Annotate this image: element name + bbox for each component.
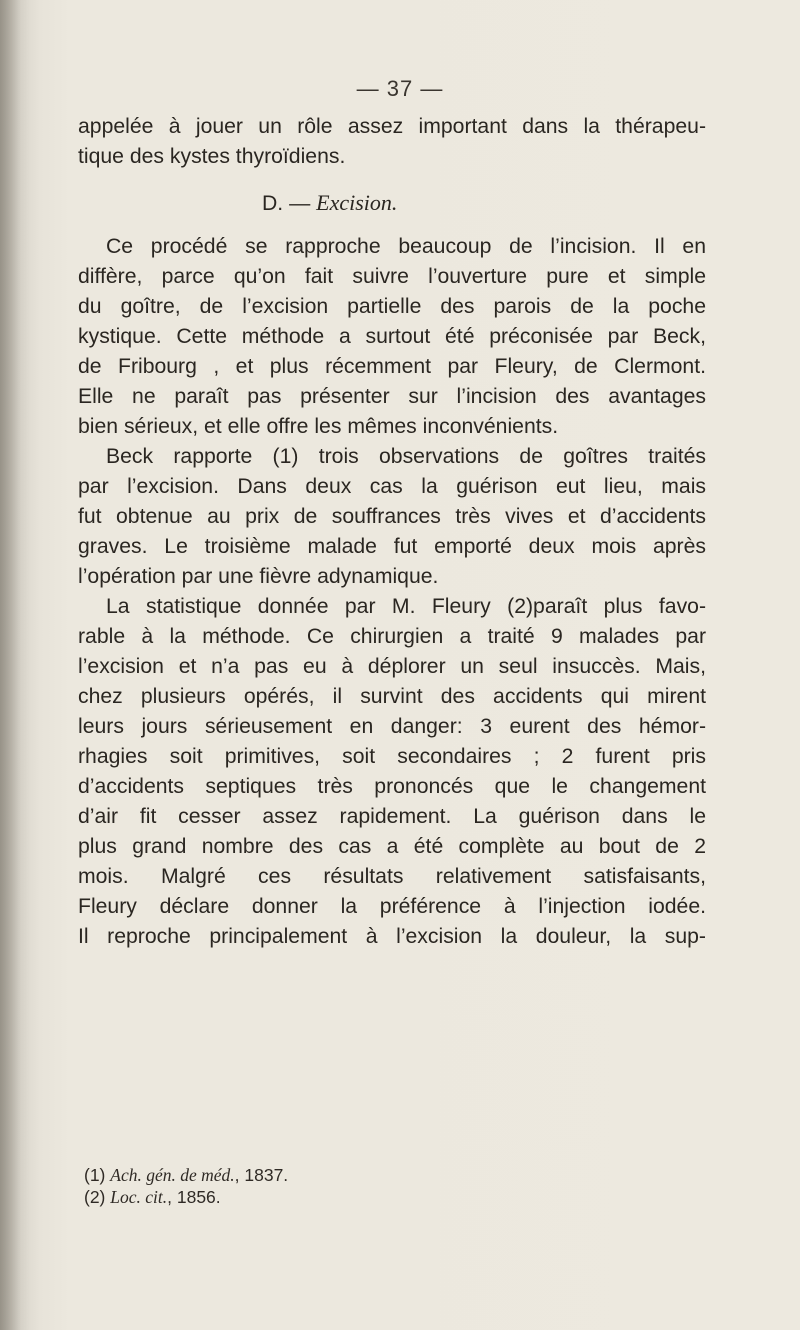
text-line: fut obtenue au prix de souffrances très vives et d’accidents bbox=[78, 505, 706, 528]
footnote-source: Ach. gén. de méd. bbox=[110, 1165, 235, 1185]
text-line: d’air fit cesser assez rapidement. La guérison dans le bbox=[78, 805, 706, 828]
footnotes bbox=[84, 1164, 684, 1208]
text-line: plus grand nombre des cas a été complète au bout de 2 bbox=[78, 835, 706, 858]
text-line: Il reproche principalement à l’excision la douleur, la sup- bbox=[78, 925, 706, 948]
text-line: graves. Le troisième malade fut emporté deux mois après bbox=[78, 535, 706, 558]
footnote-detail: , 1856. bbox=[167, 1187, 221, 1207]
text-line: Beck rapporte (1) trois observations de goîtres traités bbox=[106, 445, 706, 468]
body-text bbox=[78, 112, 706, 952]
section-heading-title: Excision. bbox=[316, 190, 398, 215]
text-line: Ce procédé se rapproche beaucoup de l’incision. Il en bbox=[106, 235, 706, 258]
footnote-source: Loc. cit. bbox=[110, 1187, 168, 1207]
page-number: — 37 — bbox=[356, 76, 444, 101]
text-line: d’accidents septiques très prononcés que le changement bbox=[78, 775, 706, 798]
text-line: rable à la méthode. Ce chirurgien a traité 9 malades par bbox=[78, 625, 706, 648]
footnote-1 bbox=[84, 1164, 684, 1186]
text-line: l’excision et n’a pas eu à déplorer un seul insuccès. Mais, bbox=[78, 655, 706, 678]
text-line: bien sérieux, et elle offre les mêmes inconvénients. bbox=[78, 415, 559, 438]
binding-shadow bbox=[0, 0, 30, 1330]
text-line: Fleury déclare donner la préférence à l’injection iodée. bbox=[78, 895, 706, 918]
text-line: La statistique donnée par M. Fleury (2)paraît plus favo- bbox=[106, 595, 706, 618]
text-line: du goître, de l’excision partielle des parois de la poche bbox=[78, 295, 706, 318]
text-line: kystique. Cette méthode a surtout été préconisée par Beck, bbox=[78, 325, 706, 348]
footnote-detail: , 1837. bbox=[234, 1165, 289, 1185]
section-heading bbox=[78, 188, 706, 218]
text-line: appelée à jouer un rôle assez important dans la thérapeu- bbox=[78, 115, 706, 138]
text-line: tique des kystes thyroïdiens. bbox=[78, 145, 346, 168]
section-heading-prefix: D. — bbox=[262, 192, 317, 215]
text-line: l’opération par une fièvre adynamique. bbox=[78, 565, 439, 588]
text-line: mois. Malgré ces résultats relativement satisfaisants, bbox=[78, 865, 706, 888]
footnote-mark: (1) bbox=[84, 1165, 111, 1185]
text-line: diffère, parce qu’on fait suivre l’ouverture pure et simple bbox=[78, 265, 706, 288]
text-line: par l’excision. Dans deux cas la guérison eut lieu, mais bbox=[78, 475, 706, 498]
text-line: chez plusieurs opérés, il survint des accidents qui mirent bbox=[78, 685, 706, 708]
text-line: Elle ne paraît pas présenter sur l’incision des avantages bbox=[78, 385, 706, 408]
footnote-2 bbox=[84, 1186, 684, 1208]
footnote-mark: (2) bbox=[84, 1187, 111, 1207]
text-line: de Fribourg , et plus récemment par Fleury, de Clermont. bbox=[78, 355, 706, 378]
text-line: rhagies soit primitives, soit secondaires ; 2 furent pris bbox=[78, 745, 706, 768]
text-line: leurs jours sérieusement en danger: 3 eurent des hémor- bbox=[78, 715, 706, 738]
